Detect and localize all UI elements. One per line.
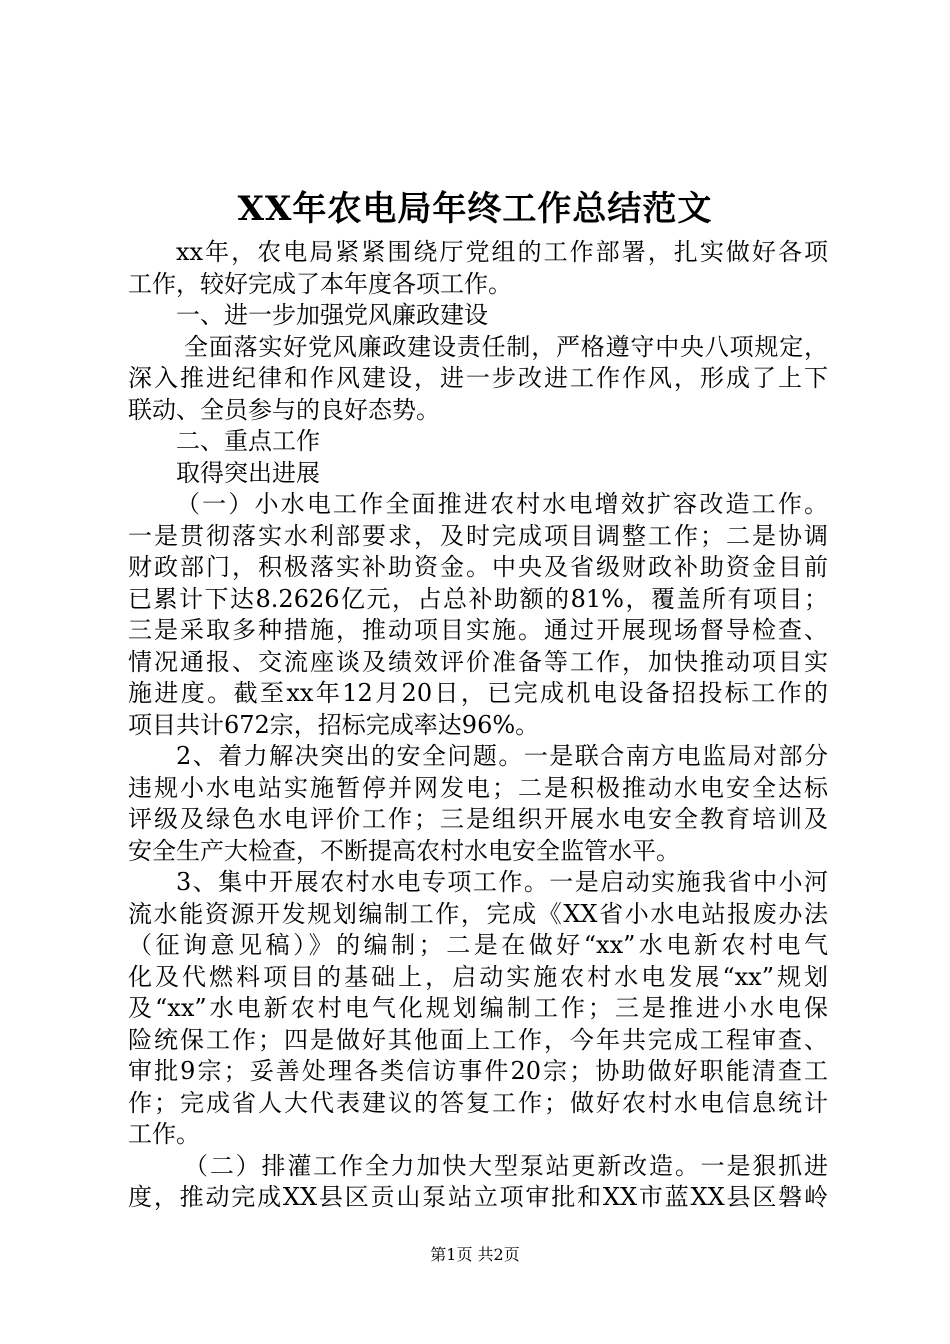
text-line: 已累计下达8.2626亿元，占总补助额的81%，覆盖所有项目； xyxy=(128,584,828,613)
text-line: 工作，较好完成了本年度各项工作。 xyxy=(128,269,512,298)
text-line: 情况通报、交流座谈及绩效评价准备等工作，加快推动项目实 xyxy=(128,647,828,676)
text-line: 财政部门，积极落实补助资金。中央及省级财政补助资金目前 xyxy=(128,553,828,581)
text-line: 违规小水电站实施暂停并网发电；二是积极推动水电安全达标 xyxy=(128,773,828,802)
text-line: 工作。 xyxy=(128,1120,200,1148)
text-line: 评级及绿色水电评价工作；三是组织开展水电安全教育培训及 xyxy=(128,805,828,833)
text-line: （一）小水电工作全面推进农村水电增效扩容改造工作。 xyxy=(176,490,828,518)
text-line: 作；完成省人大代表建议的答复工作；做好农村水电信息统计 xyxy=(128,1088,828,1117)
text-line: 深入推进纪律和作风建设，进一步改进工作作风，形成了上下 xyxy=(128,364,828,392)
text-line: 全面落实好党风廉政建设责任制，严格遵守中央八项规定， xyxy=(184,332,828,361)
text-line: 化及代燃料项目的基础上，启动实施农村水电发展“xx”规划 xyxy=(128,962,828,991)
text-line: 三是采取多种措施，推动项目实施。通过开展现场督导检查、 xyxy=(128,616,828,644)
text-line: 流水能资源开发规划编制工作，完成《XX省小水电站报废办法 xyxy=(128,899,828,928)
document-body xyxy=(128,237,828,1214)
text-line: 险统保工作；四是做好其他面上工作，今年共完成工程审查、 xyxy=(128,1025,828,1054)
text-line: 施进度。截至xx年12月20日，已完成机电设备招投标工作的 xyxy=(128,679,828,707)
text-line: 项目共计672宗，招标完成率达96%。 xyxy=(128,710,540,739)
text-line: 度，推动完成XX县区贡山泵站立项审批和XX市蓝XX县区磐岭 xyxy=(128,1183,828,1211)
document-title: XX年农电局年终工作总结范文 xyxy=(237,189,713,229)
text-line: 3、集中开展农村水电专项工作。一是启动实施我省中小河 xyxy=(176,868,828,896)
text-line: 审批9宗；妥善处理各类信访事件20宗；协助做好职能清查工 xyxy=(128,1057,828,1085)
text-line: xx年，农电局紧紧围绕厅党组的工作部署，扎实做好各项 xyxy=(176,238,828,266)
text-line: 一是贯彻落实水利部要求，及时完成项目调整工作；二是协调 xyxy=(128,521,828,550)
text-line: 联动、全员参与的良好态势。 xyxy=(128,395,440,424)
text-line: （二）排灌工作全力加快大型泵站更新改造。一是狠抓进 xyxy=(184,1151,828,1180)
text-line: 及“xx”水电新农村电气化规划编制工作；三是推进小水电保 xyxy=(128,994,828,1022)
text-line: 一、进一步加强党风廉政建设 xyxy=(176,301,488,329)
text-line: 二、重点工作 xyxy=(176,427,320,455)
text-line: （征询意见稿）》的编制；二是在做好“xx”水电新农村电气 xyxy=(128,931,828,959)
text-line: 2、着力解决突出的安全问题。一是联合南方电监局对部分 xyxy=(176,742,828,770)
text-line: 取得突出进展 xyxy=(176,458,320,487)
page-footer: 第1页 共2页 xyxy=(430,1245,520,1264)
text-line: 安全生产大检查，不断提高农村水电安全监管水平。 xyxy=(128,836,680,865)
